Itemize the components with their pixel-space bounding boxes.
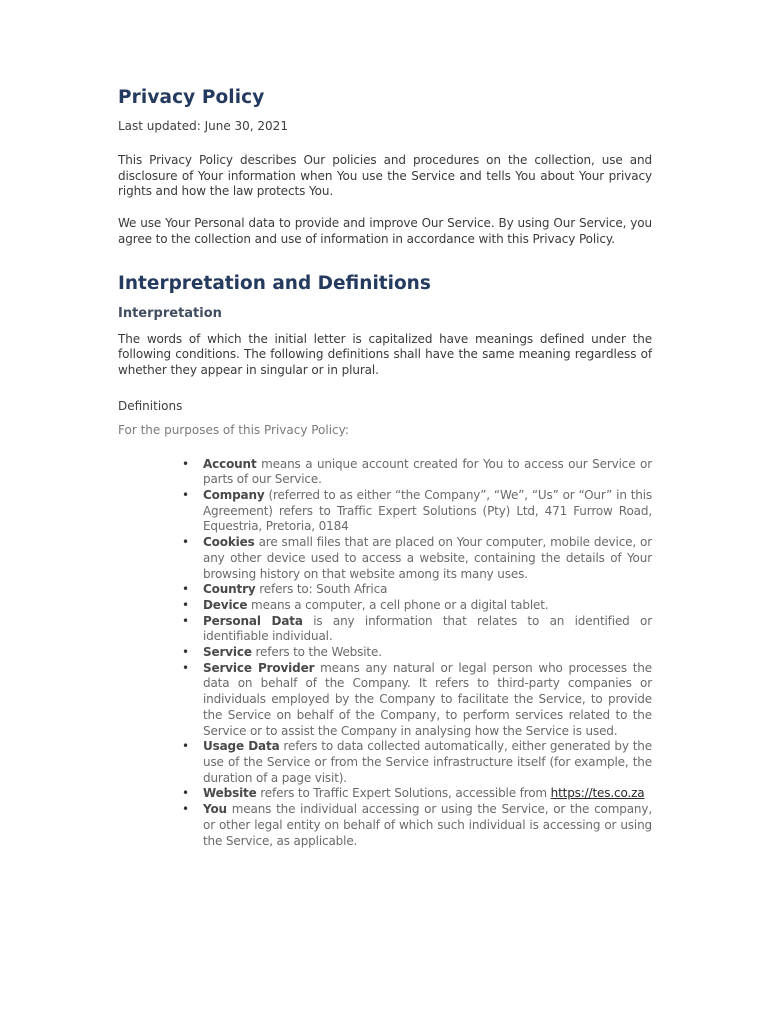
intro-paragraph-1: This Privacy Policy describes Our policies and procedures on the collection, use and disclosure of Your information when You use the Service and tells You about Your privacy rights and how the law protects You. bbox=[118, 153, 652, 199]
definition-item bbox=[182, 645, 652, 661]
definition-text: refers to Traffic Expert Solutions, accessible from bbox=[256, 786, 551, 801]
definition-text: means the individual accessing or using the Service, or the company, or other legal entity on behalf of which such individual is accessing or using the Service, as applicable. bbox=[203, 802, 652, 848]
definition-item bbox=[182, 660, 652, 740]
definition-term: Cookies bbox=[203, 535, 255, 550]
bullet-icon: • bbox=[182, 739, 189, 754]
definition-term: Personal Data bbox=[203, 613, 303, 628]
definition-text: means a computer, a cell phone or a digital tablet. bbox=[247, 597, 549, 612]
bullet-icon: • bbox=[182, 786, 189, 801]
definition-text: refers to data collected automatically, either generated by the use of the Service or from the Service infrastructure itself (for example, the duration of a page visit). bbox=[203, 739, 652, 785]
definitions-list bbox=[118, 457, 652, 850]
definition-text: refers to the Website. bbox=[251, 645, 382, 660]
document-content bbox=[118, 87, 652, 849]
page-title: Privacy Policy bbox=[118, 87, 265, 108]
definition-term: Device bbox=[203, 597, 248, 612]
definition-item bbox=[182, 802, 652, 849]
definition-term: Usage Data bbox=[203, 739, 280, 754]
subheading-interpretation: Interpretation bbox=[118, 305, 222, 321]
section-heading-interpretation-definitions: Interpretation and Definitions bbox=[118, 272, 431, 294]
definition-item bbox=[182, 582, 652, 598]
definition-item bbox=[182, 739, 652, 786]
bullet-icon: • bbox=[182, 645, 189, 660]
definitions-label: Definitions bbox=[118, 398, 183, 413]
interpretation-paragraph: The words of which the initial letter is capitalized have meanings defined under the following conditions. The following definitions shall have the same meaning regardless of whether they appear in singular or in plural. bbox=[118, 331, 652, 377]
bullet-icon: • bbox=[182, 456, 189, 471]
definition-text: means a unique account created for You to access our Service or parts of our Service. bbox=[203, 456, 652, 487]
bullet-icon: • bbox=[182, 597, 189, 612]
definition-item bbox=[182, 786, 652, 802]
definition-term: You bbox=[203, 802, 227, 817]
definition-text: refers to: South Africa bbox=[255, 582, 388, 597]
definition-text: means any natural or legal person who processes the data on behalf of the Company. It refers to third-party companies or individuals employed by the Company to facilitate the Service, to provide the Service on behalf of the Company, to perform services related to the Service or to assist the Company in analysing how the Service is used. bbox=[203, 660, 652, 738]
bullet-icon: • bbox=[182, 535, 189, 550]
definition-term: Service Provider bbox=[203, 660, 315, 675]
bullet-icon: • bbox=[182, 613, 189, 628]
definition-item bbox=[182, 597, 652, 614]
definition-term: Website bbox=[203, 786, 257, 801]
definition-text: are small files that are placed on Your computer, mobile device, or any other device used to access a website, containing the details of Your browsing history on that website among its many uses. bbox=[203, 535, 652, 581]
bullet-icon: • bbox=[182, 660, 189, 675]
definition-term: Account bbox=[203, 456, 257, 471]
definition-text: (referred to as either “the Company”, “We”, “Us” or “Our” in this Agreement) refers to Traffic Expert Solutions (Pty) Ltd, 471 Furrow Road, Equestria, Pretoria, 0184 bbox=[203, 488, 652, 534]
definition-item bbox=[182, 535, 652, 582]
intro-paragraph-2: We use Your Personal data to provide and improve Our Service. By using Our Service, you agree to the collection and use of information in accordance with this Privacy Policy. bbox=[118, 216, 652, 246]
definition-item bbox=[182, 613, 653, 645]
definition-term: Service bbox=[203, 645, 252, 660]
bullet-icon: • bbox=[182, 802, 189, 817]
definition-item bbox=[182, 456, 652, 488]
bullet-icon: • bbox=[182, 488, 189, 503]
website-link[interactable]: https://tes.co.za bbox=[550, 786, 645, 801]
definition-term: Country bbox=[203, 582, 256, 597]
definition-term: Company bbox=[203, 488, 265, 503]
definition-text: is any information that relates to an identified or identifiable individual. bbox=[203, 613, 653, 644]
definition-item bbox=[182, 488, 652, 535]
definitions-intro: For the purposes of this Privacy Policy: bbox=[118, 422, 349, 437]
last-updated: Last updated: June 30, 2021 bbox=[118, 119, 288, 133]
bullet-icon: • bbox=[182, 582, 189, 597]
